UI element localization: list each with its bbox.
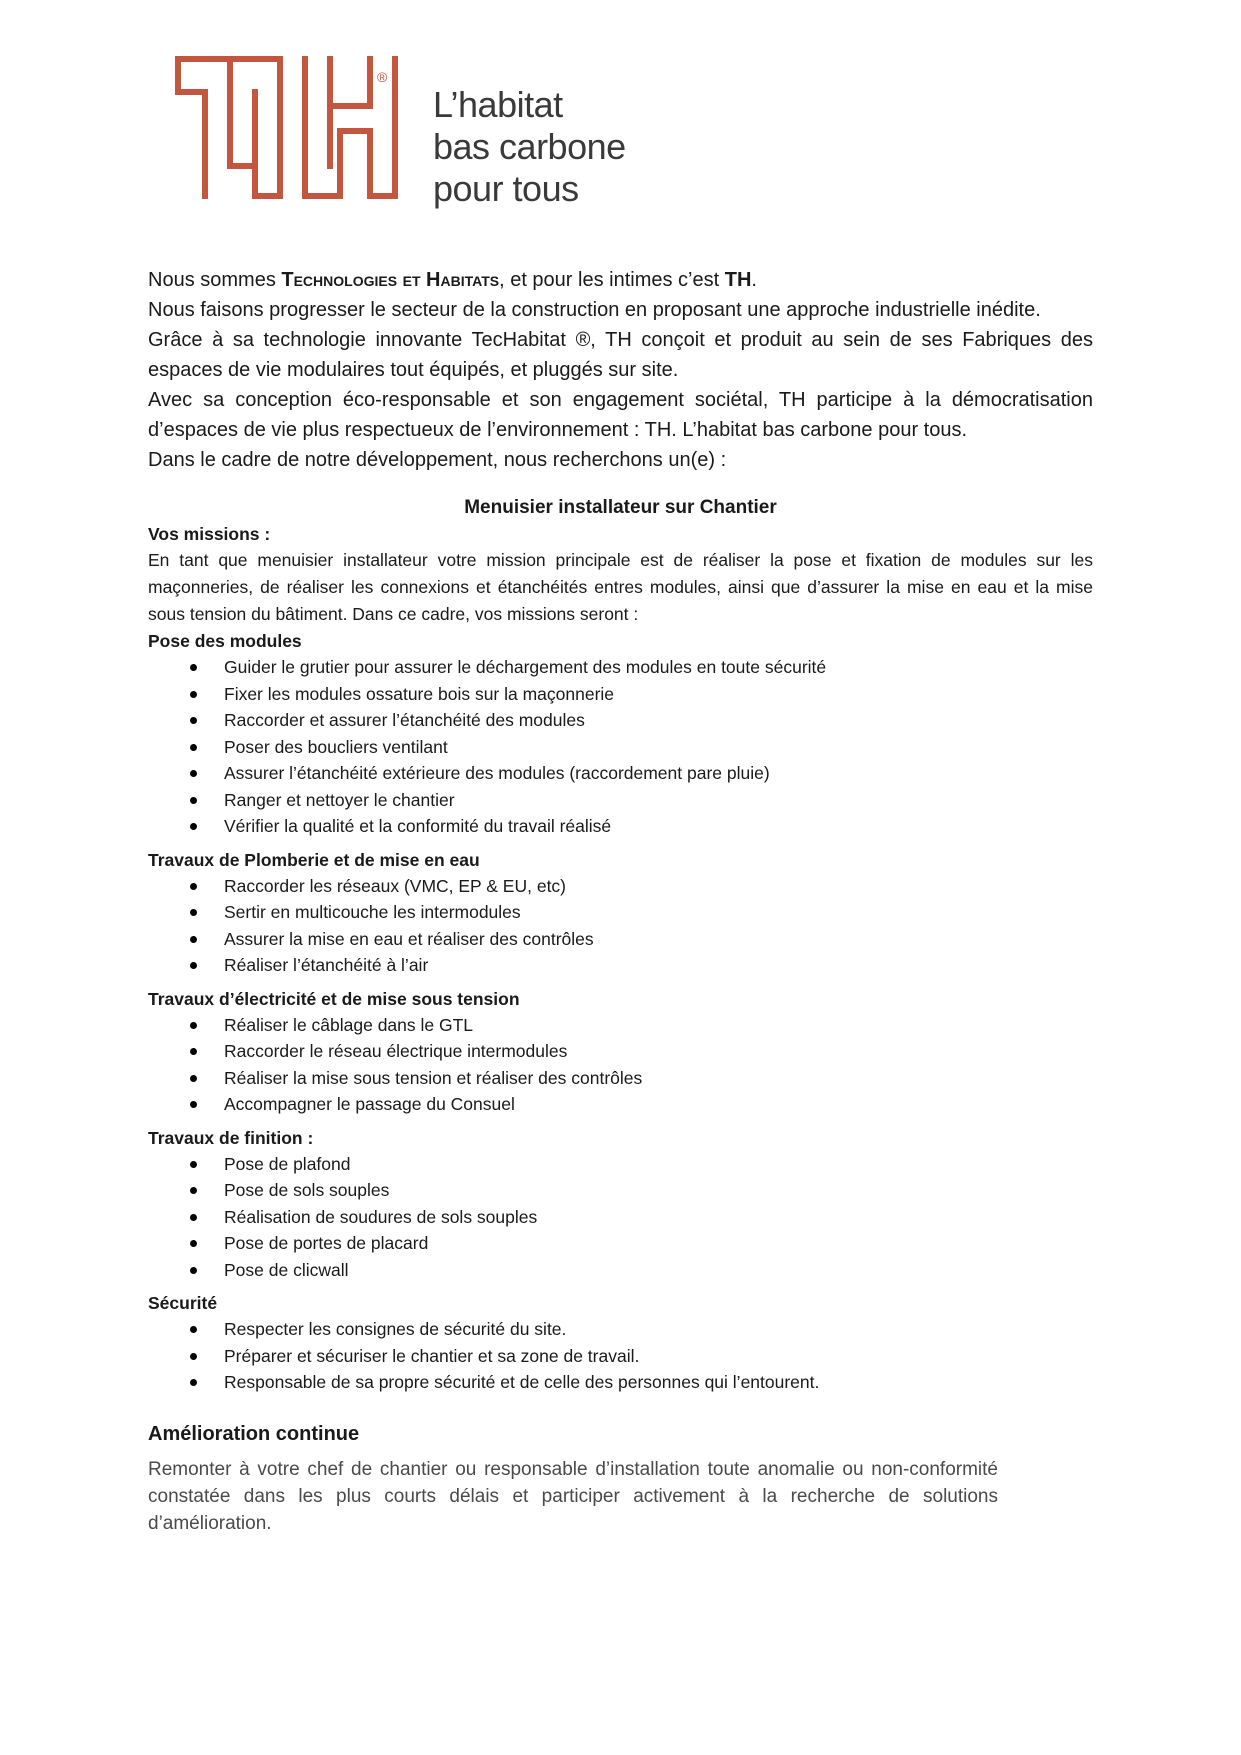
list-item-text: Respecter les consignes de sécurité du site.: [224, 1319, 567, 1339]
bullet-icon: [190, 744, 197, 751]
intro-line-1: Nous sommes Technologies et Habitats, et pour les intimes c’est TH.: [148, 269, 757, 291]
list-item-text: Ranger et nettoyer le chantier: [224, 789, 455, 810]
list-item-text: Raccorder les réseaux (VMC, EP & EU, etc): [224, 875, 567, 896]
list-item: [148, 734, 1093, 761]
bullet-icon: [190, 717, 197, 724]
list-item: [148, 1369, 1093, 1396]
list-item-text: Pose de portes de placard: [224, 1233, 429, 1253]
list-item-text: Pose de plafond: [224, 1153, 351, 1174]
list-item-text: Préparer et sécuriser le chantier et sa zone de travail.: [224, 1345, 640, 1366]
list-item-text: Pose de clicwall: [224, 1259, 349, 1280]
list-item: [148, 1065, 1093, 1092]
document-body: [148, 265, 1093, 1537]
list-item: [148, 681, 1093, 708]
list-item-text: Sertir en multicouche les intermodules: [224, 902, 521, 922]
tagline-line-2: bas carbone: [433, 126, 626, 167]
bullet-icon: [190, 936, 197, 943]
list-item: [148, 1230, 1093, 1257]
list-item: [148, 1316, 1093, 1343]
group-title: Sécurité: [148, 1293, 218, 1313]
bullet-icon: [190, 823, 197, 830]
tagline-line-1: L’habitat: [433, 84, 563, 125]
list-item: [148, 1012, 1093, 1039]
list-item-text: Réaliser le câblage dans le GTL: [224, 1014, 474, 1035]
list-item: [148, 899, 1093, 926]
bullet-icon: [190, 909, 197, 916]
list-item-text: Réaliser la mise sous tension et réaliser des contrôles: [224, 1067, 643, 1088]
missions-text: En tant que menuisier installateur votre mission principale est de réaliser la pose et fixation de modules sur les maçonneries, de réaliser les connexions et étanchéités entres modules, ainsi que d’assurer la mise en eau et la mise sous tension du bâtiment. Dans ce cadre, vos missions seront :: [148, 550, 1093, 624]
bullet-icon: [190, 962, 197, 969]
list-item: [148, 1343, 1093, 1370]
group-title: Travaux d’électricité et de mise sous tension: [148, 988, 520, 1009]
list-item: [148, 1091, 1093, 1118]
group-title: Pose des modules: [148, 631, 302, 651]
mission-groups: [148, 628, 1093, 1396]
list-item: [148, 1204, 1093, 1231]
list-item-text: Fixer les modules ossature bois sur la maçonnerie: [224, 683, 615, 704]
list-item-text: Responsable de sa propre sécurité et de celle des personnes qui l’entourent.: [224, 1372, 820, 1392]
bullet-list: [148, 873, 1093, 979]
bullet-icon: [190, 1048, 197, 1055]
list-item-text: Pose de sols souples: [224, 1180, 390, 1200]
mission-group: [148, 847, 1093, 979]
list-item: [148, 1177, 1093, 1204]
list-item: [148, 813, 1093, 840]
list-item: [148, 760, 1093, 787]
mission-group: [148, 1125, 1093, 1284]
bullet-list: [148, 1012, 1093, 1118]
bullet-icon: [190, 1267, 197, 1274]
intro-line-4: Avec sa conception éco-responsable et son engagement sociétal, TH participe à la démocratisation d’espaces de vie plus respectueux de l’environnement : TH. L’habitat bas carbone pour tous.: [148, 389, 1093, 441]
intro-line-3: Grâce à sa technologie innovante TecHabitat ®, TH conçoit et produit au sein de ses Fabriques des espaces de vie modulaires tout équipés, et pluggés sur site.: [148, 329, 1093, 381]
amelioration-text: Remonter à votre chef de chantier ou responsable d’installation toute anomalie ou non-conformité constatée dans les plus courts délais et participer activement à la recherche de solutions d’amélioration.: [148, 1458, 998, 1534]
list-item-text: Raccorder et assurer l’étanchéité des modules: [224, 710, 585, 730]
list-item-text: Assurer la mise en eau et réaliser des contrôles: [224, 928, 594, 949]
group-title: Travaux de finition :: [148, 1127, 314, 1148]
bullet-icon: [190, 691, 197, 698]
intro-section: [148, 265, 1093, 475]
bullet-icon: [190, 1101, 197, 1108]
logo-tagline: [433, 84, 626, 210]
mission-group: [148, 1290, 1093, 1396]
bullet-icon: [190, 1214, 197, 1221]
list-item: [148, 1038, 1093, 1065]
bullet-icon: [190, 1240, 197, 1247]
job-title: Menuisier installateur sur Chantier: [464, 497, 777, 518]
intro-line-2: Nous faisons progresser le secteur de la construction en proposant une approche industrielle inédite.: [148, 299, 1041, 321]
bullet-icon: [190, 883, 197, 890]
group-title: Travaux de Plomberie et de mise en eau: [148, 849, 480, 870]
list-item-text: Raccorder le réseau électrique intermodules: [224, 1041, 568, 1061]
bullet-icon: [190, 770, 197, 777]
list-item: [148, 926, 1093, 953]
list-item-text: Assurer l’étanchéité extérieure des modules (raccordement pare pluie): [224, 763, 770, 783]
bullet-icon: [190, 1022, 197, 1029]
list-item: [148, 952, 1093, 979]
bullet-icon: [190, 664, 197, 671]
list-item: [148, 654, 1093, 681]
mission-group: [148, 628, 1093, 840]
company-logo: [175, 56, 695, 209]
list-item-text: Accompagner le passage du Consuel: [224, 1094, 515, 1114]
bullet-icon: [190, 1353, 197, 1360]
svg-text:®: ®: [377, 69, 388, 85]
list-item-text: Réaliser l’étanchéité à l’air: [224, 955, 429, 975]
bullet-icon: [190, 1187, 197, 1194]
list-item: [148, 1151, 1093, 1178]
company-short: TH: [724, 269, 752, 291]
bullet-icon: [190, 1379, 197, 1386]
bullet-icon: [190, 1161, 197, 1168]
th-logo-mark: [175, 56, 405, 206]
bullet-icon: [190, 1326, 197, 1333]
list-item: [148, 787, 1093, 814]
bullet-icon: [190, 797, 197, 804]
list-item-text: Poser des boucliers ventilant: [224, 736, 448, 757]
bullet-icon: [190, 1075, 197, 1082]
list-item: [148, 873, 1093, 900]
bullet-list: [148, 1151, 1093, 1284]
list-item-text: Vérifier la qualité et la conformité du travail réalisé: [224, 816, 612, 836]
intro-line-5: Dans le cadre de notre développement, nous recherchons un(e) :: [148, 449, 727, 471]
amelioration-title: Amélioration continue: [148, 1422, 360, 1445]
bullet-list: [148, 1316, 1093, 1396]
mission-group: [148, 986, 1093, 1118]
list-item-text: Réalisation de soudures de sols souples: [224, 1206, 538, 1227]
list-item-text: Guider le grutier pour assurer le déchargement des modules en toute sécurité: [224, 657, 827, 677]
list-item: [148, 707, 1093, 734]
bullet-list: [148, 654, 1093, 840]
tagline-line-3: pour tous: [433, 168, 579, 209]
company-name: Technologies et Habitats: [281, 269, 500, 291]
missions-label: Vos missions :: [148, 524, 271, 544]
list-item: [148, 1257, 1093, 1284]
